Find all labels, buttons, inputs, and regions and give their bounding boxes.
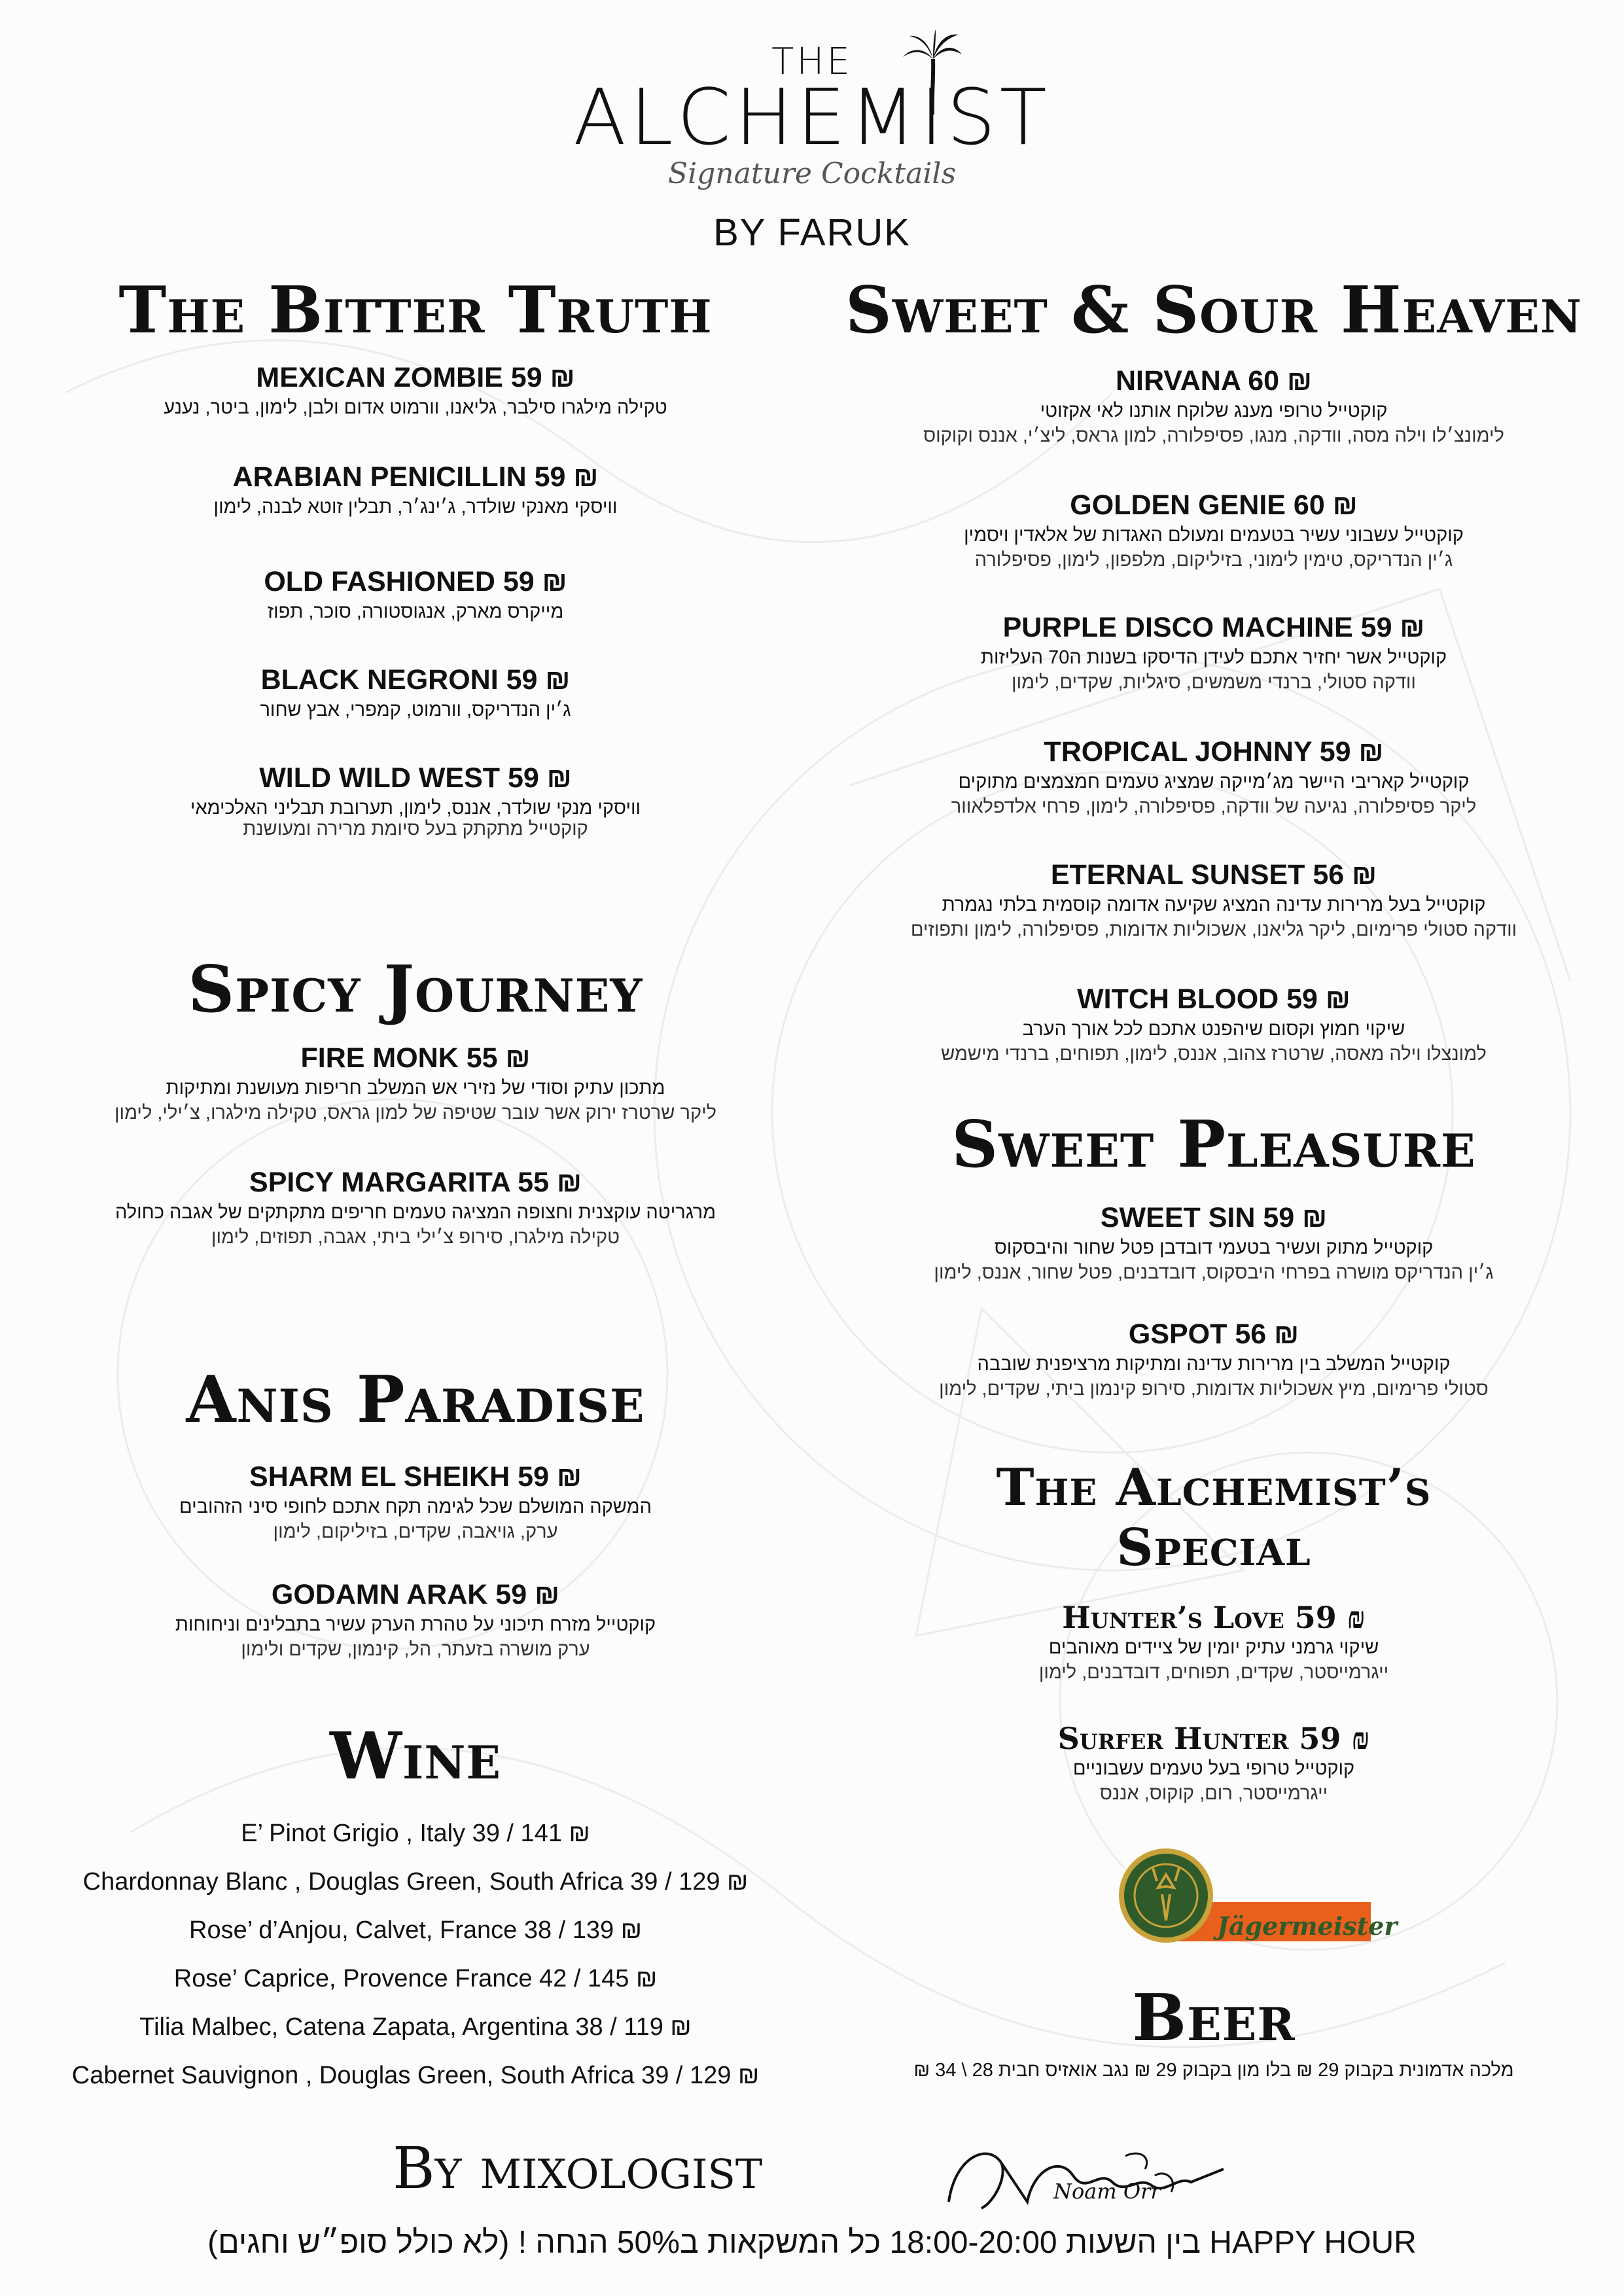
item-description: ג׳ין הנדריקס, וורמוט, קמפרי, אבץ שחור [260,699,571,720]
item-description: קוקטייל טרופי מענג שלוקח אותנו לאי אקזוטי [1040,400,1388,421]
menu-item [824,734,1603,819]
section-title: Sweet & Sour Heaven [845,273,1582,348]
section-title: The Alchemist’s [996,1458,1432,1517]
menu-item [26,1459,805,1544]
jagermeister-logo [1119,1848,1398,1956]
item-description: שיקוי גרמני עתיק יומין של ציידים מאוהבים [1048,1637,1379,1658]
item-name: BLACK NEGRONI 59 ₪ [260,664,571,696]
item-name: OLD FASHIONED 59 ₪ [264,566,567,597]
happy-hour-banner: HAPPY HOUR בין השעות 18:00-20:00 כל המשקאות ב50% הנחה ! (לא כולל סופ״ש וחגים) [207,2225,1417,2260]
signature-text: Noam Orr [1053,2179,1161,2204]
item-ingredients: סטולי פרימיום, מיץ אשכוליות אדומות, סירופ קינמון ביתי, שקדים, לימון [939,1379,1489,1400]
item-name: TROPICAL JOHNNY 59 ₪ [1044,736,1384,768]
item-name: ETERNAL SUNSET 56 ₪ [1050,859,1377,891]
menu-item [824,487,1603,573]
menu-item [824,1600,1603,1685]
item-ingredients: ג׳ין הנדריקס מושרה בפרחי היבסקוס, דובדבנים, פטל שחור, אננס, לימון [934,1262,1494,1283]
item-name: Hunter’s Love 59 ₪ [1062,1600,1366,1635]
menu-item [26,360,805,420]
menu-item [26,1165,805,1250]
section-beer [824,1983,1603,2055]
item-description: מרגריטה עוקצנית וחצופה המציגה טעמים חריפים מתקתקים של אגבה כחולה [115,1202,716,1223]
wine-row: E’ Pinot Grigio , Italy 39 / 141 ₪ [241,1820,590,1847]
item-description: מתכון עתיק וסודי של נזירי אש המשלב חריפות מעושנת ומתיקות [166,1078,665,1099]
beer-list [824,2060,1603,2081]
beer-row: מלכה אדמונית בקבוק 29 ₪ בלו מון בקבוק 29 ₪ נגב אואזיס חבית 28 \ 34 ₪ [913,2060,1514,2081]
item-description: טקילה מילגרו סילבר, גליאנו, וורמוט אדום ולבן, לימון, ביטר, נענע [164,397,667,418]
item-description: קוקטייל אשר יחזיר אתכם לעידן הדיסקו בשנות ה70 העליזות [980,647,1447,668]
menu-item [26,1040,805,1125]
item-description: קוקטייל מזרח תיכוני על טהרת הערק עשיר בתבלינים וניחוחות [175,1614,656,1635]
item-description: קוקטייל המשלב בין מרירות עדינה ומתיקות מרציפנית שובבה [977,1354,1451,1375]
brand-the: THE [771,41,853,83]
brand-name: ALCHEMIST [573,72,1051,162]
item-description: קוקטייל טרופי בעל טעמים עשבוניים [1072,1758,1355,1779]
menu-item [824,1721,1603,1806]
wine-row: Rose’ Caprice, Provence France 42 / 145 ₪ [173,1965,658,1992]
item-ingredients: ייגרמייסטר, שקדים, תפוחים, דובדבנים, לימון [1038,1662,1389,1683]
menu-item [824,610,1603,695]
signature-image [929,2130,1243,2228]
section-title: Spicy Journey [188,952,643,1027]
item-name: MEXICAN ZOMBIE 59 ₪ [256,362,575,393]
item-ingredients: לימונצ׳לו וילה מסה, וודקה, מנגו, פסיפלורה, למון גראס, ליצ׳י, אננס וקוקוס [923,425,1504,446]
item-ingredients: קוקטייל מתקתק בעל סיומת מרירה ומעושנת [243,819,588,839]
menu-item [824,857,1603,942]
item-ingredients: ערק מושרה בזעתר, הל, קינמון, שקדים ולימון [241,1639,590,1660]
wine-row: Cabernet Sauvignon , Douglas Green, South Africa 39 / 129 ₪ [71,2062,760,2089]
item-name: SWEET SIN 59 ₪ [1100,1202,1328,1233]
menu-item [824,363,1603,448]
item-description: וויסקי מאנקי שולדר, ג׳ינג׳ר, תבלין זוטא לבנה, לימון [213,497,618,518]
section-wine [26,1721,805,1793]
item-name: ARABIAN PENICILLIN 59 ₪ [232,461,599,493]
menu-item [26,564,805,624]
section-sweet-sour-heaven [824,275,1603,347]
section-title: The Bitter Truth [118,273,713,348]
mixologist-label: By mixologist [393,2134,763,2202]
item-name: WITCH BLOOD 59 ₪ [1077,983,1350,1015]
item-description: וויסקי מנקי שולדר, אננס, לימון, תערובת תבליני האלכימאי [190,798,641,819]
item-description: שיקוי חמוץ וקסום שיהפנט אתכם לכל אורך הערב [1022,1019,1405,1040]
item-ingredients: למונצלו וילה מאסה, שרטרז צהוב, אננס, לימון, תפוחים, ברנדי מישמש [941,1044,1487,1065]
menu-item [824,1200,1603,1285]
item-name: Surfer Hunter 59 ₪ [1057,1721,1370,1756]
wine-row: Rose’ d’Anjou, Calvet, France 38 / 139 ₪ [189,1916,642,1944]
section-title: Sweet Pleasure [951,1107,1476,1182]
wine-row: Chardonnay Blanc , Douglas Green, South Africa 39 / 129 ₪ [82,1868,749,1896]
brand-by: BY FARUK [713,211,911,254]
item-name: SPICY MARGARITA 55 ₪ [249,1167,582,1198]
item-ingredients: וודקה סטולי פרימיום, ליקר גליאנו, אשכוליות אדומות, פסיפלורה, לימון ותפוזים [910,919,1517,940]
item-name: NIRVANA 60 ₪ [1115,365,1313,397]
item-name: GODAMN ARAK 59 ₪ [271,1579,560,1610]
section-title-line-2: Special [1116,1518,1311,1578]
item-ingredients: ליקר שרטרז ירוק אשר עובר שטיפה של למון גראס, טקילה מילגרו, צ׳ילי, לימון [115,1103,716,1123]
menu-item [26,662,805,722]
item-ingredients: ליקר פסיפלורה, נגיעה של וודקה, פסיפלורה, לימון, פרחי אלדפלאוור [951,796,1477,817]
section-title: Beer [1132,1981,1296,2056]
item-description: קוקטייל קאריבי היישר מג׳מייקה שמציג טעמים חמצמצים מתוקים [958,771,1470,792]
brand-tagline: Signature Cocktails [667,157,957,190]
item-ingredients: ייגרמייסטר, רום, קוקוס, אננס [1099,1783,1328,1804]
section-spicy-journey [26,954,805,1026]
menu-item [26,1577,805,1662]
wine-row: Tilia Malbec, Catena Zapata, Argentina 38 / 119 ₪ [139,2013,692,2041]
item-name: FIRE MONK 55 ₪ [300,1042,531,1074]
menu-item [824,981,1603,1067]
item-name: GSPOT 56 ₪ [1128,1318,1299,1350]
item-name: SHARM EL SHEIKH 59 ₪ [249,1461,582,1492]
item-ingredients: ג׳ין הנדריקס, טימין לימוני, בזיליקום, מלפפון, לימון, פסיפלורה [974,550,1453,571]
item-name: PURPLE DISCO MACHINE 59 ₪ [1002,612,1425,643]
section-sweet-pleasure [824,1109,1603,1181]
item-description: קוקטייל עשבוני עשיר בטעמים ומעולם האגדות של אלאדין ויסמין [964,525,1464,546]
item-ingredients: טקילה מילגרו, סירופ צ׳ילי ביתי, אגבה, תפוזים, לימון [211,1227,620,1248]
item-description: המשקה המושלם שכל לגימה תקח אתכם לחופי סיני הזהובים [179,1496,652,1517]
section-title: Anis Paradise [186,1362,645,1438]
item-name: GOLDEN GENIE 60 ₪ [1070,489,1358,521]
item-name: WILD WILD WEST 59 ₪ [259,762,572,794]
item-ingredients: וודקה סטולי, ברנדי משמשים, סיגליות, שקדים, לימון [1012,672,1416,693]
jagermeister-wordmark: Jägermeister [1217,1911,1398,1941]
section-title: Wine [330,1719,501,1794]
section-anis-paradise [26,1364,805,1436]
menu-item [26,760,805,841]
item-description: קוקטייל בעל מרירות עדינה המציג שקיעה אדומה קוסמית בלתי נגמרת [942,894,1486,915]
item-description: קוקטייל מתוק ועשיר בטעמי דובדבן פטל שחור והיבסקוס [994,1237,1434,1258]
wine-list [26,1809,805,2100]
menu-item [26,459,805,520]
item-ingredients: ערק, גויאבה, שקדים, בזיליקום, לימון [273,1521,558,1542]
item-description: מייקרס מארק, אנגוסטורה, סוכר, תפוז [267,601,564,622]
section-bitter-truth [26,275,805,347]
section-alchemist-special [824,1458,1603,1578]
menu-item [824,1316,1603,1402]
